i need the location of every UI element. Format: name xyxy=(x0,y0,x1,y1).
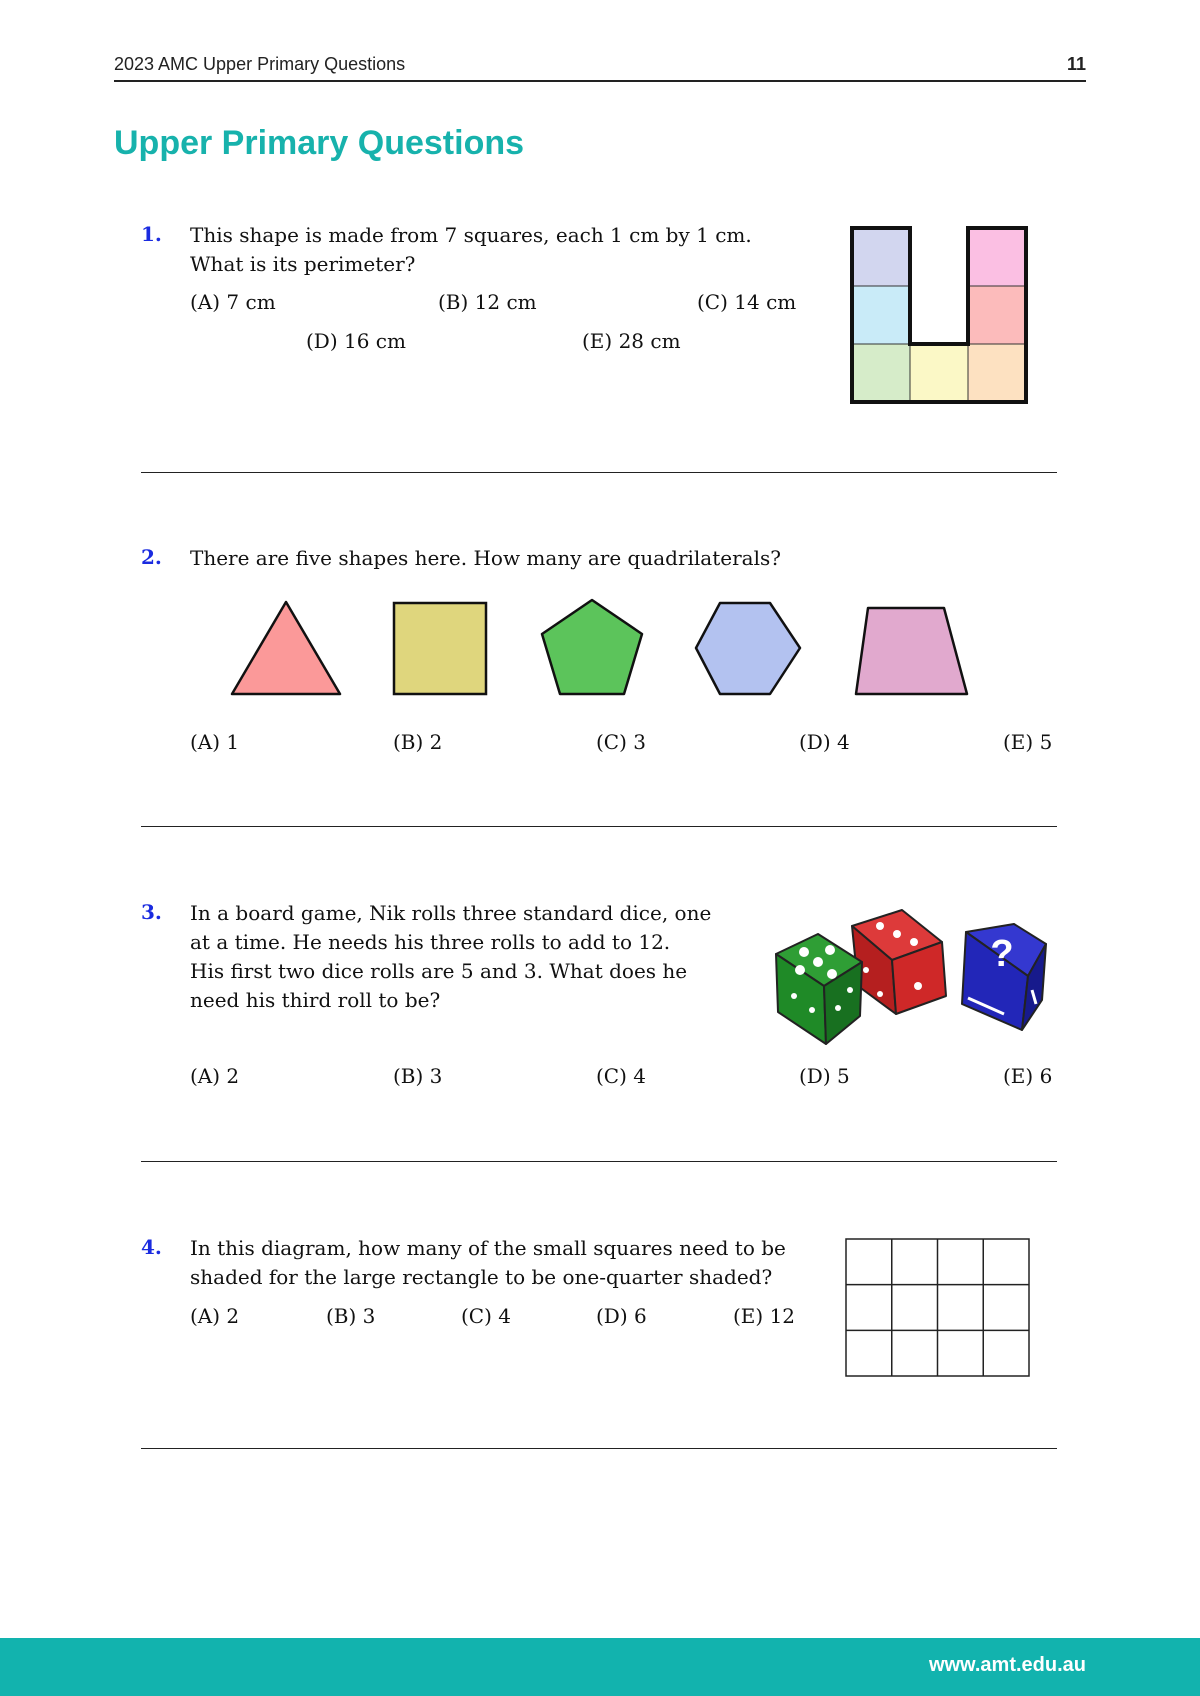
question-1-option-a[interactable]: (A) 7 cm xyxy=(190,290,276,314)
question-4-line-1: In this diagram, how many of the small squares need to be xyxy=(190,1236,786,1260)
page-footer xyxy=(0,1638,1200,1696)
question-1-option-c[interactable]: (C) 14 cm xyxy=(697,290,797,314)
question-3-option-a[interactable]: (A) 2 xyxy=(190,1064,240,1088)
question-3-text xyxy=(190,899,711,1015)
question-4-option-b[interactable]: (B) 3 xyxy=(326,1304,376,1328)
question-1-option-d[interactable]: (D) 16 cm xyxy=(306,329,406,353)
question-2-option-c[interactable]: (C) 3 xyxy=(596,730,646,754)
shapes-figure xyxy=(228,594,978,698)
u-square-1 xyxy=(852,228,910,286)
question-1-option-e[interactable]: (E) 28 cm xyxy=(582,329,681,353)
question-1-text xyxy=(190,221,752,279)
question-1-line-1: This shape is made from 7 squares, each 1 cm by 1 cm. xyxy=(190,223,752,247)
question-4-text xyxy=(190,1234,786,1292)
triangle-shape xyxy=(232,602,340,694)
page-number: 11 xyxy=(1066,54,1086,74)
grid-figure xyxy=(845,1238,1031,1378)
question-2-line-1: There are five shapes here. How many are quadrilaterals? xyxy=(190,546,781,570)
question-3-option-e[interactable]: (E) 6 xyxy=(1003,1064,1053,1088)
question-2-number: 2. xyxy=(141,545,162,569)
question-1-option-b[interactable]: (B) 12 cm xyxy=(438,290,537,314)
question-2-option-d[interactable]: (D) 4 xyxy=(799,730,850,754)
u-square-7 xyxy=(968,228,1026,286)
pentagon-shape xyxy=(542,600,642,694)
u-square-3 xyxy=(852,344,910,402)
trapezium-shape xyxy=(856,608,967,694)
question-3-option-b[interactable]: (B) 3 xyxy=(393,1064,443,1088)
divider-3 xyxy=(141,1161,1057,1162)
question-1-line-2: What is its perimeter? xyxy=(190,252,416,276)
question-4-option-c[interactable]: (C) 4 xyxy=(461,1304,511,1328)
question-4-option-d[interactable]: (D) 6 xyxy=(596,1304,647,1328)
question-2-option-a[interactable]: (A) 1 xyxy=(190,730,240,754)
square-shape xyxy=(394,603,486,694)
u-square-2 xyxy=(852,286,910,344)
header-title: 2023 AMC Upper Primary Questions xyxy=(114,54,406,74)
page-header xyxy=(114,54,1086,82)
divider-1 xyxy=(141,472,1057,473)
question-4-number: 4. xyxy=(141,1235,162,1259)
question-3-option-c[interactable]: (C) 4 xyxy=(596,1064,646,1088)
question-3-number: 3. xyxy=(141,900,162,924)
question-4-option-a[interactable]: (A) 2 xyxy=(190,1304,240,1328)
u-square-6 xyxy=(968,286,1026,344)
page-title: Upper Primary Questions xyxy=(114,124,525,162)
question-3-line-1: In a board game, Nik rolls three standard dice, one xyxy=(190,901,712,925)
dice-figure xyxy=(770,904,1052,1046)
question-3-line-2: at a time. He needs his three rolls to add to 12. xyxy=(190,930,671,954)
divider-2 xyxy=(141,826,1057,827)
u-square-5 xyxy=(968,344,1026,402)
dice-question-mark: ? xyxy=(990,933,1014,975)
u-shape-figure xyxy=(850,226,1028,404)
question-2-option-b[interactable]: (B) 2 xyxy=(393,730,443,754)
question-4-option-e[interactable]: (E) 12 xyxy=(733,1304,796,1328)
question-3-line-3: His first two dice rolls are 5 and 3. What does he xyxy=(190,959,688,983)
question-2-option-e[interactable]: (E) 5 xyxy=(1003,730,1053,754)
question-4-line-2: shaded for the large rectangle to be one-quarter shaded? xyxy=(190,1265,773,1289)
divider-4 xyxy=(141,1448,1057,1449)
hexagon-shape xyxy=(696,603,800,694)
red-die xyxy=(852,910,946,1014)
question-3-line-4: need his third roll to be? xyxy=(190,988,441,1012)
blue-die xyxy=(962,924,1046,1030)
u-square-4 xyxy=(910,344,968,402)
question-2-text xyxy=(190,544,781,573)
green-die xyxy=(776,934,862,1044)
question-3-option-d[interactable]: (D) 5 xyxy=(799,1064,850,1088)
footer-url[interactable]: www.amt.edu.au xyxy=(928,1654,1086,1676)
question-1-number: 1. xyxy=(141,222,162,246)
